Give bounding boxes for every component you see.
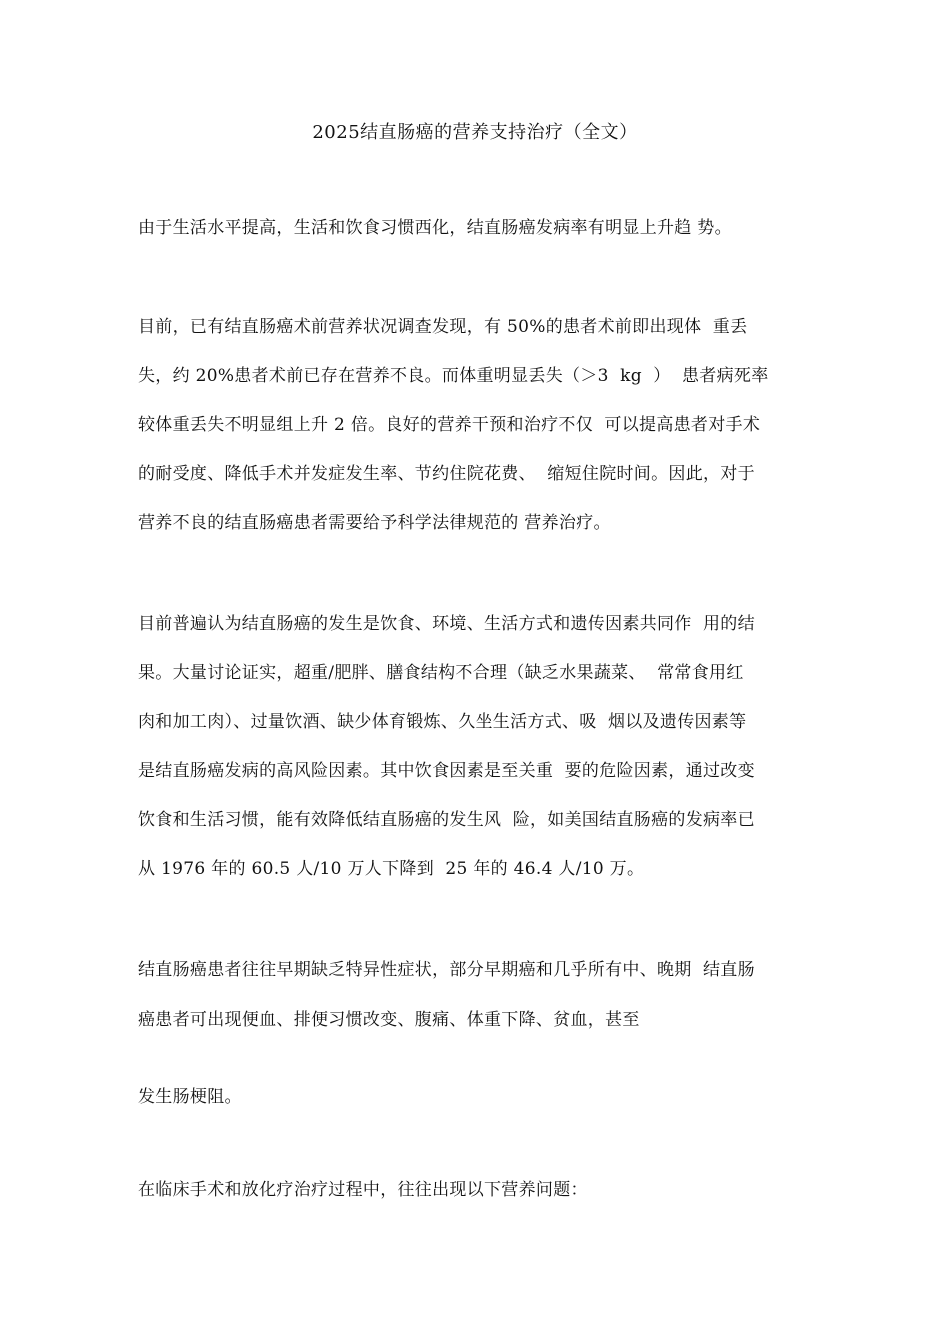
paragraph-3-line-3: 肉和加工肉）、过量饮酒、缺少体育锻炼、久坐生活方式、吸 烟以及遗传因素等 [138,712,747,732]
paragraph-3-line-5: 饮食和生活习惯，能有效降低结直肠癌的发生风 险，如美国结直肠癌的发病率已 [138,810,755,830]
paragraph-3-line-4: 是结直肠癌发病的高风险因素。其中饮食因素是至关重 要的危险因素，通过改变 [138,761,755,781]
document-title: 2025结直肠癌的营养支持治疗（全文） [312,122,638,143]
paragraph-5-line-1: 发生肠梗阻。 [138,1087,242,1107]
paragraph-2-line-5: 营养不良的结直肠癌患者需要给予科学法律规范的 营养治疗。 [138,513,611,533]
paragraph-2-line-4: 的耐受度、降低手术并发症发生率、节约住院花费、 缩短住院时间。因此，对于 [138,464,755,484]
paragraph-2-line-3: 较体重丢失不明显组上升 2 倍。良好的营养干预和治疗不仅 可以提高患者对手术 [138,415,761,435]
paragraph-3-line-1: 目前普遍认为结直肠癌的发生是饮食、环境、生活方式和遗传因素共同作 用的结 [138,614,755,634]
paragraph-3-line-6: 从 1976 年的 60.5 人/10 万人下降到 25 年的 46.4 人/10 万。 [138,859,645,879]
paragraph-4-line-1: 结直肠癌患者往往早期缺乏特异性症状，部分早期癌和几乎所有中、晚期 结直肠 [138,960,755,980]
paragraph-2-line-2: 失，约 20%患者术前已存在营养不良。而体重明显丢失（＞3 kg ） 患者病死率 [138,366,769,386]
paragraph-3-line-2: 果。大量讨论证实，超重/肥胖、膳食结构不合理（缺乏水果蔬菜、 常常食用红 [138,663,744,683]
paragraph-1-line-1: 由于生活水平提高，生活和饮食习惯西化，结直肠癌发病率有明显上升趋 势。 [138,218,732,238]
paragraph-4-line-2: 癌患者可出现便血、排便习惯改变、腹痛、体重下降、贫血，甚至 [138,1010,640,1030]
paragraph-2-line-1: 目前，已有结直肠癌术前营养状况调查发现，有 50%的患者术前即出现体 重丢 [138,317,748,337]
paragraph-6-line-1: 在临床手术和放化疗治疗过程中，往往出现以下营养问题： [138,1180,588,1200]
